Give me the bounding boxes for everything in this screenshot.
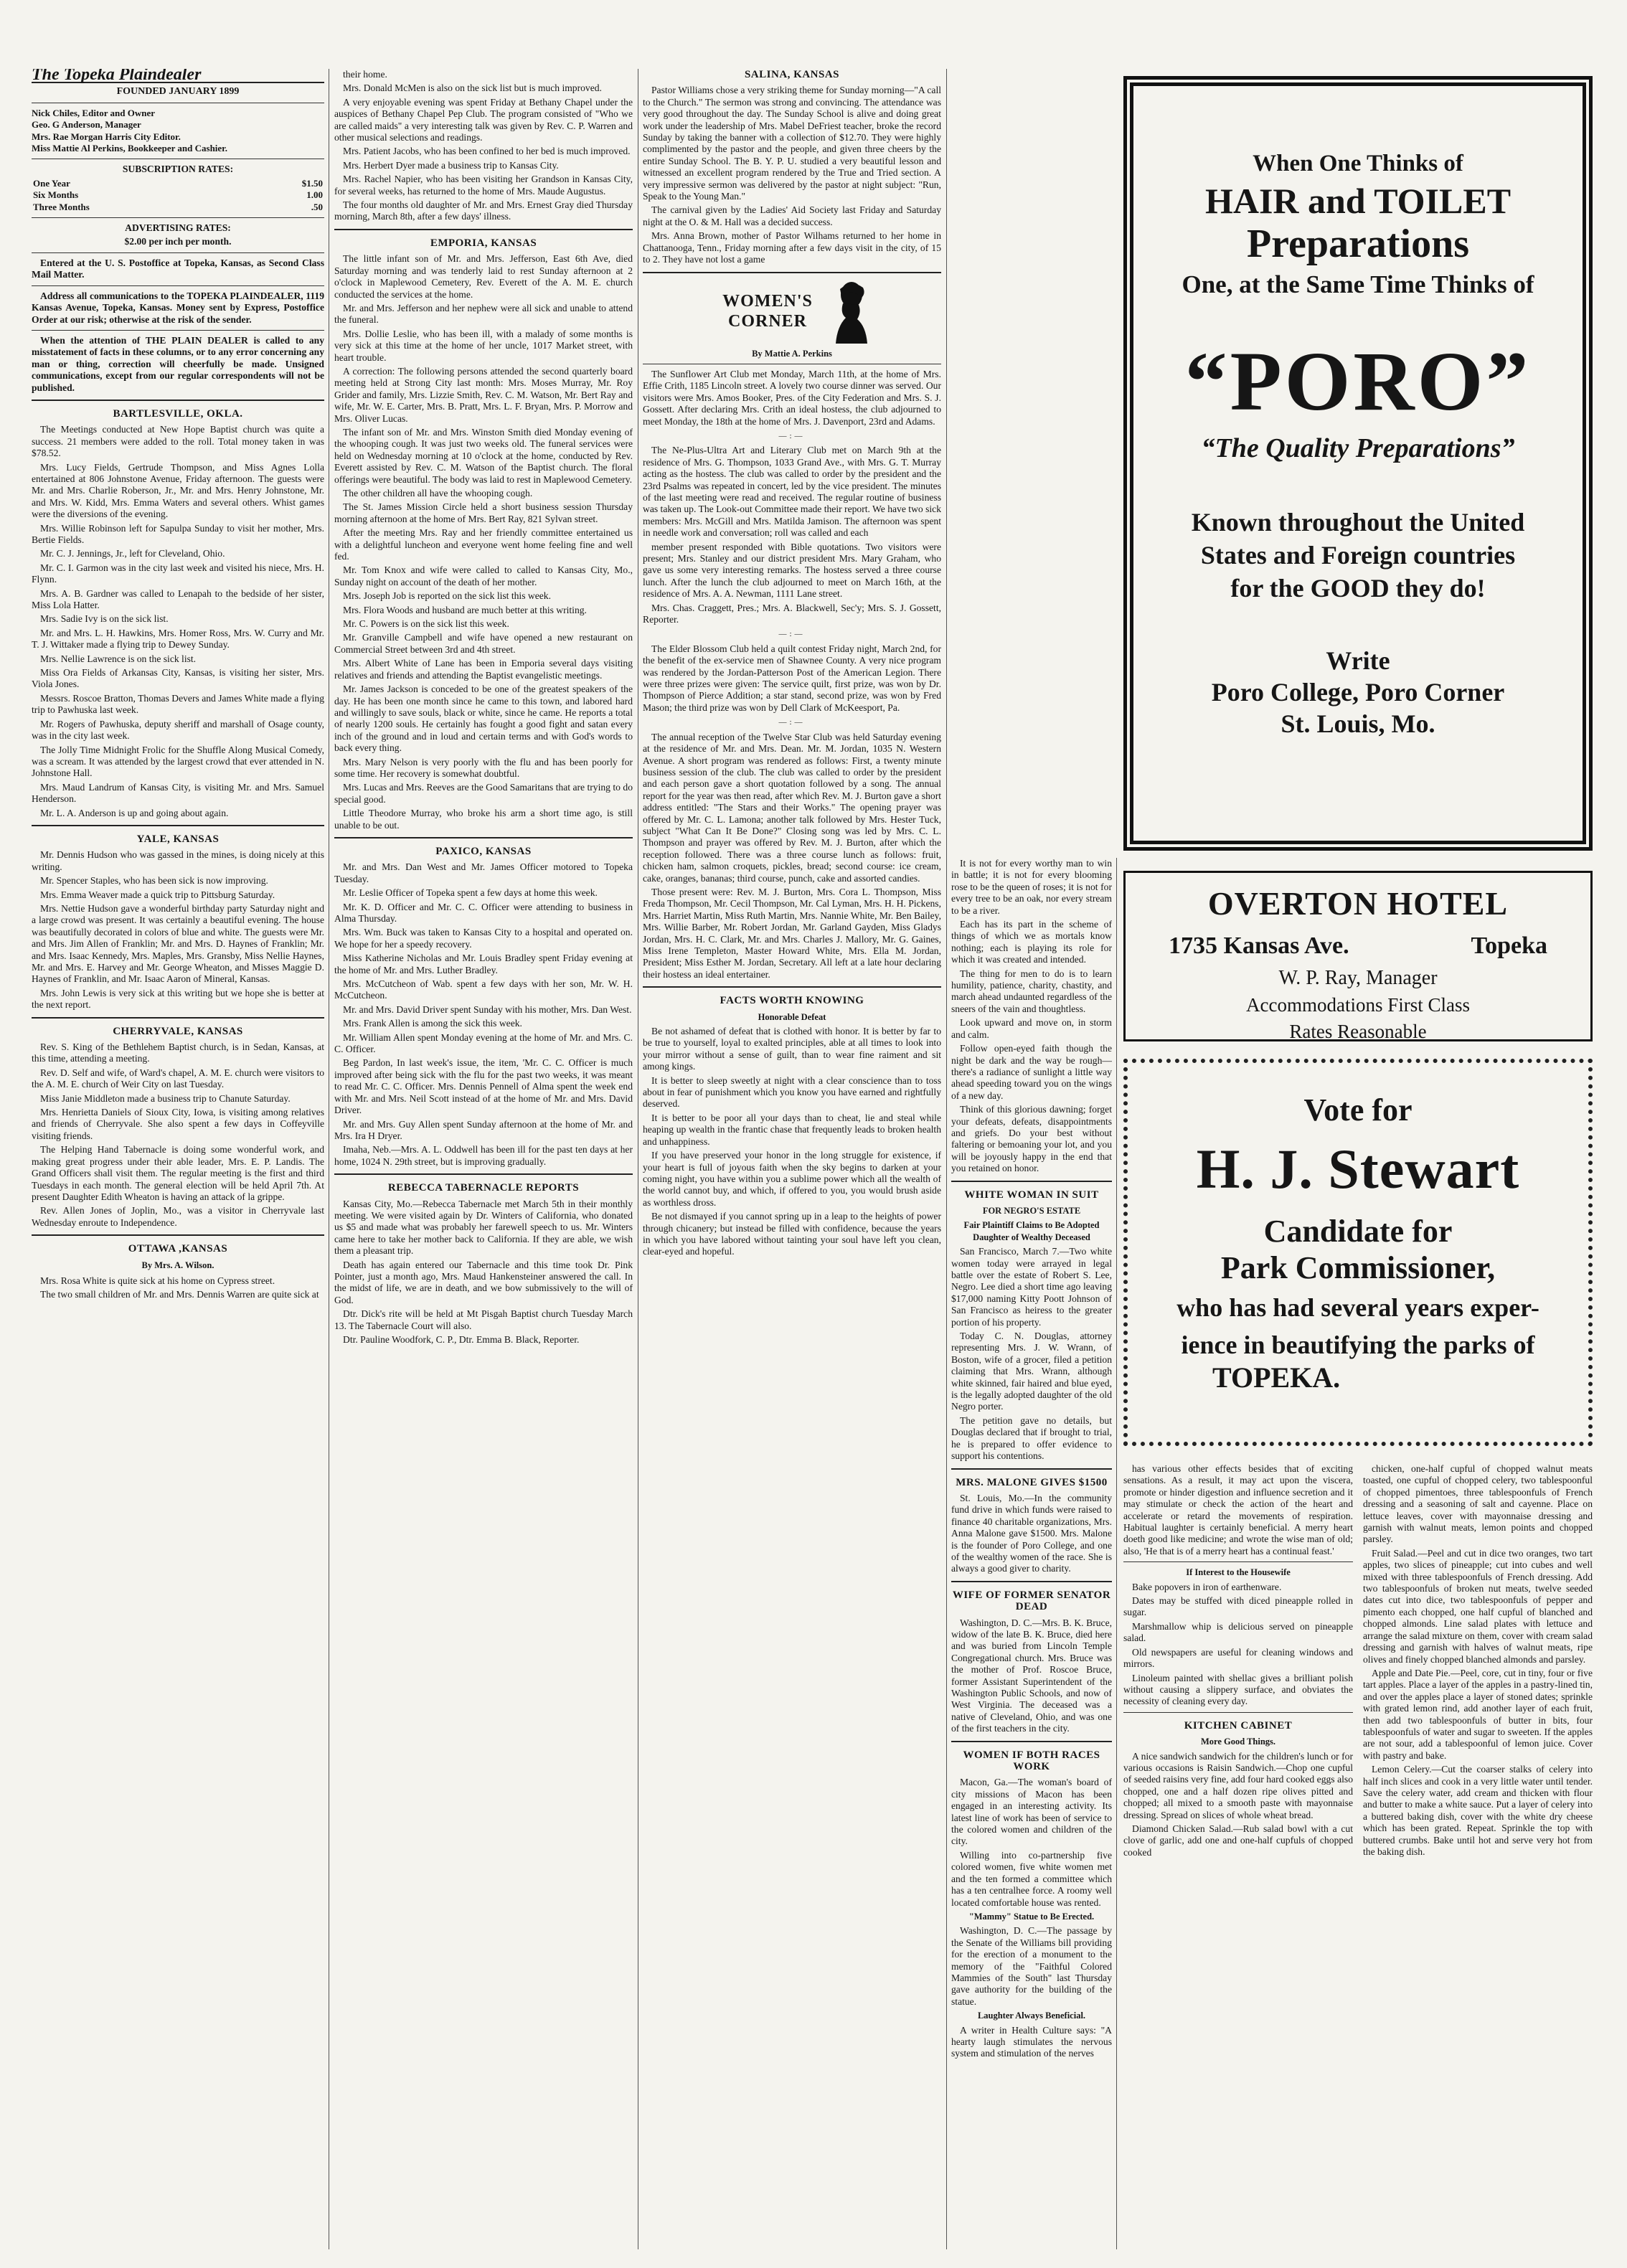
paragraph: Mrs. Sadie Ivy is on the sick list. bbox=[40, 613, 169, 625]
paragraph: Mr. C. Powers is on the sick list this week. bbox=[343, 618, 509, 630]
paragraph: Mrs. Henrietta Daniels of Sioux City, Iowa, is visiting among relatives and friends of Cherryvale. She also spent a few days in Coffeyville visiting friends. bbox=[32, 1107, 324, 1141]
subhead: If Interest to the Housewife bbox=[1186, 1567, 1291, 1578]
paragraph: Mrs. Nellie Lawrence is on the sick list. bbox=[40, 653, 197, 664]
founded-line: FOUNDED JANUARY 1899 bbox=[116, 86, 240, 98]
paragraph: Mrs. Maud Landrum of Kansas City, is visiting Mr. and Mrs. Samuel Henderson. bbox=[32, 781, 324, 805]
paragraph: A nice sandwich sandwich for the children's lunch or for various occasions is Raisin Sandwich.—Chop one cupful of seeded raisins very fine, add four hard cooked eggs also chopped, one and a half dozen ripe olives pitted and chopped; all mixed to a smooth paste with mayonnaise dressing. Spread on slices of whole wheat bread. bbox=[1123, 1750, 1353, 1820]
womens-corner-title: WOMEN'S CORNER bbox=[722, 291, 813, 331]
paragraph: Washington, D. C.—The passage by the Senate of the Williams bill providing for the erection of a monument to the memory of the "Faithful Colored Mammies of the South" last Thursday gave authority for the building of the statue. bbox=[951, 1925, 1112, 2007]
paragraph: Mrs. Joseph Job is reported on the sick list this week. bbox=[343, 590, 551, 602]
paragraph: Mrs. Emma Weaver made a quick trip to Pittsburg Saturday. bbox=[40, 889, 275, 900]
paragraph: Pastor Williams chose a very striking theme for Sunday morning—"A call to the Church." The sermon was strong and convincing. The attendance was very good throughout the day. The Sunday School is alive and doing great work under the leadership of Mrs. Mabel DeFriest teacher, broke the record Sunday by taking the banner with a collection of $12.70. They were highly complimented by the pastor and the people, and given three cheers by the entire Sunday School. The B. Y. P. U. studied a very beautiful lesson and witnessed an excellent program rendered by the True and Tried section. A very impressive sermon was delivered by the pastor at night subject: "Run, Speak to the Young Man." bbox=[643, 85, 941, 202]
paragraph: Messrs. Roscoe Bratton, Thomas Devers and James White made a flying trip to Pawhuska last week. bbox=[32, 692, 324, 716]
paragraph: Marshmallow whip is delicious served on pineapple salad. bbox=[1123, 1620, 1353, 1644]
paragraph: The other children all have the whooping cough. bbox=[343, 488, 533, 499]
paragraph: Apple and Date Pie.—Peel, core, cut in tiny, four or five tart apples. Place a layer of the apples in a pastry-lined tin, and over the apples place a layer of stoned dates; sprinkle with grated lemon rind, add another layer of each fruit, then add two tablespoonfuls of butter in bits, four tablespoonfuls of water and sugar to sweeten. If the apples are not sour, add a tablespoonful of lemon juice. Cover with pastry and bake. bbox=[1363, 1667, 1593, 1761]
sub-column-right bbox=[1363, 1463, 1593, 2249]
paragraph: Lemon Celery.—Cut the coarser stalks of celery into half inch slices and cook in a very little water until tender. Save the celery water, add cream and thicken with flour and butter to make a white sauce. Put a layer of celery into a buttered baking dish, cover with the white dry cheese which has been grated. Repeat. Sprinkle the top with buttered crumbs. Bake until hot and serve very hot from the baking dish. bbox=[1363, 1764, 1593, 1857]
paragraph: The four months old daughter of Mr. and Mrs. Ernest Gray died Thursday morning, March 8th, after a few days' illness. bbox=[334, 199, 633, 222]
paragraph: Mrs. Lucy Fields, Gertrude Thompson, and Miss Agnes Lolla entertained at 806 Johnstone Avenue, Friday afternoon. The guests were Mr. and Mrs. Charlie Roberson, Jr., Mr. and Mrs. Henry Johnstone, Mr. and Mrs. W. Kidd, Mrs. Emma Waters and several others. Whist games were the diversions of the evening. bbox=[32, 461, 324, 520]
paragraph: Mr. L. A. Anderson is up and going about again. bbox=[40, 807, 229, 818]
ad-line: TOPEKA. bbox=[1212, 1361, 1341, 1394]
paragraph: Macon, Ga.—The woman's board of city missions of Macon has been engaged in an interesting activity. Its latest line of work has been of service to the colored women and children of the city. bbox=[951, 1777, 1112, 1847]
paragraph: Mr. James Jackson is conceded to be one of the greatest speakers of the day. He has been one month since he came to this town, and labored hard and willingly to save souls, black or white, since he came. He reports a total of nearly 1200 souls. He certainly has fought a good fight and satan every inch of the ground and in loud and certain terms and with God's words to back every thing. bbox=[334, 684, 633, 754]
ad-line: ience in beautifying the parks of bbox=[1181, 1331, 1535, 1359]
paragraph: It is not for every worthy man to win in battle; it is not for every blooming rose to be the queen of roses; it is not for every tree to be an oak, nor every stream to be a river. bbox=[951, 858, 1112, 916]
paragraph: Mr. and Mrs. Guy Allen spent Sunday afternoon at the home of Mr. and Mrs. Ira H Dryer. bbox=[334, 1118, 633, 1141]
paragraph: Mr. Dennis Hudson who was gassed in the mines, is doing nicely at this writing. bbox=[32, 849, 324, 872]
paragraph: The infant son of Mr. and Mrs. Winston Smith died Monday evening of the whooping cough. It was just two weeks old. The funeral services were held on Wednesday morning at 10 o'clock at the home, conducted by Rev. Everett assisted by Rev. C. M. Watson of the Baptist church. The floral offerings were beautiful. The body was laid to rest in Maplewood Cemetery. bbox=[334, 426, 633, 485]
paragraph: Be not ashamed of defeat that is clothed with honor. It is better by far to be true to yourself, loyal to exalted principles, able at all times to look into your mirror without a sense of guilt, than to wear fine raiment and sit among kings. bbox=[643, 1026, 941, 1072]
paragraph: St. Louis, Mo.—In the community fund drive in which funds were raised to finance 40 charitable organizations, Mrs. Anna Malone gave $1500. Mrs. Malone is the founder of Poro College, and one of the wealthy women of the race. She is always a good giver to charity. bbox=[951, 1492, 1112, 1574]
paragraph: Mrs. Nettie Hudson gave a wonderful birthday party Saturday night and a large crowd was present. It was certainly a beautiful evening. The house was beautifully decorated in colors of blue and white. The guests were Mr. and Mrs. Jim Allen of Franklin; Mr. and Mrs. D. Haynes of Franklin; Mr. and Mrs. Isaac Kennedy, Mrs. Maples, Mrs. Gransby, Miss Nellie Haynes, Mr. and Mrs. E. Harvey and Mr. George Wheaton, and Misses Maggie D. Haynes of Franklin, and Mr. Isaac Aaron of Mineral, Kansas. bbox=[32, 902, 324, 985]
paragraph: A very enjoyable evening was spent Friday at Bethany Chapel under the auspices of Bethany Chapel Pep Club. The program consisted of "Who we are called maids" a very interesting talk was given by Rev. C. P. Warren and other musical selections and readings. bbox=[334, 96, 633, 143]
newspaper-page bbox=[32, 69, 1595, 2249]
paragraph: The petition gave no details, but Douglas declared that if brought to trial, he is prepared to offer evidence to support his contentions. bbox=[951, 1414, 1112, 1462]
subscription-rates: One Year $1.50 Six Months 1.00 Three Months .50 bbox=[33, 177, 323, 212]
paragraph: The little infant son of Mr. and Mrs. Jefferson, East 6th Ave, died Saturday morning and was tenderly laid to rest Sunday afternoon at 2 o'clock in Maplewood Cemetery, Rev. Everett of the A. M. E. church conducted the services at the home. bbox=[334, 253, 633, 300]
advertising-text: $2.00 per inch per month. bbox=[124, 236, 232, 247]
paragraph: chicken, one-half cupful of chopped walnut meats toasted, one cupful of chopped celery, two tablespoonful of chopped pimentoes, three tablespoonfuls of French dressing and a seasoning of salt and cayenne. Place on lettuce leaves, cover with mayonnaise dressing and garnish with walnut meats, lemon points and chopped parsley. bbox=[1363, 1463, 1593, 1545]
column-rule bbox=[946, 69, 947, 2249]
paragraph: Bake popovers in iron of earthenware. bbox=[1132, 1581, 1282, 1592]
paragraph: Mr. C. I. Garmon was in the city last week and visited his niece, Mrs. H. Flynn. bbox=[32, 562, 324, 585]
paragraph: It is better to sleep sweetly at night with a clear conscience than to toss about in fear of punishment which you know you have earned and rightfully deserved. bbox=[643, 1074, 941, 1110]
section-head: SALINA, KANSAS bbox=[744, 69, 840, 80]
paragraph: If you have preserved your honor in the long struggle for existence, if your heart is full of joyous faith when the sky begins to darken at your coming night, you have within you a sublime power which all the wealth of the world cannot buy, and which, if offered to you, you would brush aside as worthless dross. bbox=[643, 1150, 941, 1208]
ad-line: HAIR and TOILET bbox=[1204, 181, 1512, 221]
paragraph: Rev. D. Self and wife, of Ward's chapel, A. M. E. church were visitors to the A. M. E. church of Weir City on last Tuesday. bbox=[32, 1067, 324, 1090]
section-head: EMPORIA, KANSAS bbox=[430, 237, 537, 249]
paragraph: Mrs. Frank Allen is among the sick this week. bbox=[343, 1018, 522, 1029]
ad-line: Known throughout the United bbox=[1191, 508, 1525, 537]
section-head: KITCHEN CABINET bbox=[1184, 1719, 1293, 1731]
paragraph: Beg Pardon, In last week's issue, the item, 'Mr. C. C. Officer is much improved after being sick with the flu for the past two weeks, it was meant to read Mr. C. C. Officer. Mrs. Dennis Pennell of Alma spent the week end with Mr. and Mrs. Neil Scott instead of at the home of Mr. and Mrs. David Driver. bbox=[334, 1057, 633, 1116]
advertising-title: ADVERTISING RATES: bbox=[125, 222, 231, 234]
candidate-name: H. J. Stewart bbox=[1196, 1138, 1520, 1200]
ad-line: Vote for bbox=[1303, 1092, 1413, 1128]
hotel-address: 1735 Kansas Ave. bbox=[1169, 932, 1349, 959]
column-4-lower bbox=[951, 858, 1112, 2249]
paragraph: Mr. and Mrs. L. H. Hawkins, Mrs. Homer Ross, Mrs. W. Curry and Mr. T. J. Wittaker made a flying trip to Dewey Sunday. bbox=[32, 627, 324, 651]
paragraph: Little Theodore Murray, who broke his arm a short time ago, is still unable to be out. bbox=[334, 808, 633, 831]
ad-line: St. Louis, Mo. bbox=[1281, 709, 1435, 738]
hotel-city: Topeka bbox=[1471, 932, 1547, 959]
staff-line: Miss Mattie Al Perkins, Bookkeeper and Cashier. bbox=[32, 143, 228, 154]
paragraph: Miss Janie Middleton made a business trip to Chanute Saturday. bbox=[40, 1092, 291, 1104]
paragraph: It is better to be poor all your days than to cheat, lie and steal while heaping up wealth in the frantic chase that frequently leads to broken health and unhappiness. bbox=[643, 1112, 941, 1147]
paragraph: Miss Katherine Nicholas and Mr. Louis Bradley spent Friday evening at the home of Mr. and Mrs. Luther Bradley. bbox=[334, 953, 633, 975]
paragraph: Mrs. Anna Brown, mother of Pastor Wilhams returned to her home in Chattanooga, Tenn., Friday morning after a few days visit in the city, of 15 to 2. They have not lost a game bbox=[643, 230, 941, 265]
paragraph: Look upward and move on, in storm and calm. bbox=[951, 1017, 1112, 1040]
paragraph: Mrs. John Lewis is very sick at this writing but we hope she is better at the next report. bbox=[32, 987, 324, 1011]
paragraph: Mr. Tom Knox and wife were called to called to Kansas City, Mo., Sunday night on account of the death of her mother. bbox=[334, 564, 633, 587]
entered-notice: Entered at the U. S. Postoffice at Topeka, Kansas, as Second Class Mail Matter. bbox=[32, 257, 324, 280]
paragraph: Today C. N. Douglas, attorney representing Mrs. J. W. Wrann, of Boston, wife of a grocer, filed a petition claiming that Mrs. Wrann, although white skinned, fair haired and blue eyed, is the legally adopted daughter of the old Negro porter. bbox=[951, 1331, 1112, 1412]
paragraph: Mr. William Allen spent Monday evening at the home of Mr. and Mrs. C. C. Officer. bbox=[334, 1031, 633, 1055]
paragraph: A correction: The following persons attended the second quarterly board meeting held at Strong City last month: Mrs. Moses Murray, Mr. Roy Grider and family, Mrs. Lizzie Smith, Rev. C. M. Watson, Mr. Bert Ray and wife, Mr. W. E. Carter, Mrs. B. Pratt, Mrs. L. F. Bryan, Mrs. P. Morrow and Mrs. Oliver Lucas. bbox=[334, 365, 633, 424]
paragraph: A writer in Health Culture says: "A hearty laugh stimulates the nervous system and stimulation of the nerves bbox=[951, 2024, 1112, 2059]
ad-line: “The Quality Preparations” bbox=[1201, 433, 1515, 463]
section-head: WIFE OF FORMER SENATOR DEAD bbox=[952, 1589, 1111, 1613]
staff-line: Nick Chiles, Editor and Owner bbox=[32, 107, 156, 118]
paragraph: Dtr. Dick's rite will be held at Mt Pisgah Baptist church Tuesday March 13. The Tabernacle Court will also. bbox=[334, 1308, 633, 1331]
section-head: MRS. MALONE GIVES $1500 bbox=[956, 1476, 1108, 1488]
paragraph: Imaha, Neb.—Mrs. A. L. Oddwell has been ill for the past ten days at her home, 1024 N. 29th street, but is improving gradually. bbox=[334, 1144, 633, 1167]
paragraph: Old newspapers are useful for cleaning windows and mirrors. bbox=[1123, 1646, 1353, 1670]
ad-line: Preparations bbox=[1246, 222, 1470, 266]
paragraph: After the meeting Mrs. Ray and her friendly committee entertained us with a delightful luncheon and everyone went home feeling fine and well fed. bbox=[334, 527, 633, 562]
section-head: CHERRYVALE, KANSAS bbox=[113, 1025, 243, 1037]
ad-line: for the GOOD they do! bbox=[1230, 574, 1486, 603]
paragraph: Dtr. Pauline Woodfork, C. P., Dtr. Emma B. Black, Reporter. bbox=[343, 1334, 580, 1345]
column-rule bbox=[1116, 858, 1117, 2249]
overton-hotel-advertisement bbox=[1123, 871, 1593, 1041]
correction-notice: When the attention of THE PLAIN DEALER is called to any misstatement of facts in these columns, or to any error concerning any man or thing, correction will cheerfully be made. Unsigned communications, except from our regular correspondents will not be published. bbox=[32, 334, 324, 393]
poro-brand: “PORO” bbox=[1184, 334, 1532, 428]
woman-silhouette-icon bbox=[830, 279, 870, 344]
subhead: FOR NEGRO'S ESTATE bbox=[982, 1205, 1081, 1216]
hotel-name: OVERTON HOTEL bbox=[1207, 885, 1509, 922]
ad-line: Park Commissioner, bbox=[1220, 1250, 1496, 1285]
paragraph: The carnival given by the Ladies' Aid Society last Friday and Saturday night at the O. & M. Hall was a decided success. bbox=[643, 204, 941, 227]
paragraph: Dates may be stuffed with diced pineapple rolled in sugar. bbox=[1123, 1595, 1353, 1618]
paragraph: Mr. Spencer Staples, who has been sick is now improving. bbox=[40, 875, 268, 887]
staff-line: Mrs. Rae Morgan Harris City Editor. bbox=[32, 131, 181, 142]
paragraph: Think of this glorious dawning; forget your defeats, defeats, disappointments and griefs. Do your best without faltering or bemoaning your lot, and you will be joyously happy in the end that you retained on honor. bbox=[951, 1104, 1112, 1174]
subhead: Honorable Defeat bbox=[758, 1011, 826, 1022]
subhead: Laughter Always Beneficial. bbox=[977, 2011, 1086, 2021]
paragraph: The St. James Mission Circle held a short business session Thursday morning afternoon at the home of Mrs. Bert Ray, 821 Sylvan street. bbox=[334, 501, 633, 524]
paragraph: Mr. K. D. Officer and Mr. C. C. Officer were attending to business in Alma Thursday. bbox=[334, 901, 633, 924]
paragraph: Mrs. Wm. Buck was taken to Kansas City to a hospital and operated on. We hope for her a speedy recovery. bbox=[334, 927, 633, 950]
womens-corner-header bbox=[643, 279, 941, 344]
address-notice: Address all communications to the TOPEKA PLAINDEALER, 1119 Kansas Avenue, Topeka, Kansas. Money sent by Express, Postoffice Order at our risk; otherwise at the risk of the sender. bbox=[32, 290, 324, 325]
column-5-lower bbox=[1123, 1463, 1593, 2249]
paragraph: Mrs. Rosa White is quite sick at his home on Cypress street. bbox=[40, 1275, 275, 1286]
paragraph: The thing for men to do is to learn humility, patience, charity, chastity, and march ahead undaunted regardless of the sneers of the vain and thoughtless. bbox=[951, 968, 1112, 1014]
hotel-accommodations: Accommodations First Class bbox=[1246, 994, 1470, 1016]
paragraph: Linoleum painted with shellac gives a brilliant polish without causing a slippery surface, and obviates the necessity of cleaning every day. bbox=[1123, 1672, 1353, 1707]
section-head: WOMEN IF BOTH RACES WORK bbox=[963, 1749, 1100, 1773]
subhead: Fair Plaintiff Claims to Be Adopted Daughter of Wealthy Deceased bbox=[963, 1220, 1100, 1242]
section-head: FACTS WORTH KNOWING bbox=[720, 995, 864, 1007]
paragraph: The Sunflower Art Club met Monday, March 11th, at the home of Mrs. Effie Crith, 1185 Lincoln street. A lovely two course dinner was served. Our visitors were Mrs. Amos Booker, Pres. of the City Federation and Mrs. S. J. Gossett. After declaring Mrs. Crith an ideal hostess, the club adjourned to meet Monday, the 18th at the home of Mrs. J. Davenport, 23rd and Adams. bbox=[643, 368, 941, 427]
ad-line: When One Thinks of bbox=[1253, 151, 1463, 176]
paragraph: Mr. Leslie Officer of Topeka spent a few days at home this week. bbox=[343, 887, 598, 899]
byline: By Mrs. A. Wilson. bbox=[141, 1260, 214, 1270]
ad-line: who has had several years exper- bbox=[1176, 1293, 1539, 1322]
hotel-manager: W. P. Ray, Manager bbox=[1278, 967, 1438, 989]
paragraph: Mrs. McCutcheon of Wab. spent a few days with her son, Mr. W. H. McCutcheon. bbox=[334, 978, 633, 1001]
paragraph: has various other effects besides that of exciting sensations. As a result, it may act upon the viscera, promote or hinder digestion and influence secretion and it may stimulate or check the action of the heart and accelerate or retard the movements of respiration. Habitual laughter is certainly beneficial. A merry heart doeth good like medicine; and wrote the wise man of old; also, 'He that is of a merry heart has a continual feast.' bbox=[1123, 1463, 1353, 1556]
paragraph: Kansas City, Mo.—Rebecca Tabernacle met March 5th in their monthly meeting. We were visited again by Dr. Winters of California, who donated us $5 and made what was probably her farewell speech to us. Mr. Winters came here to take her mother back to California. If they are able, we wish them a pleasant trip. bbox=[334, 1198, 633, 1257]
paragraph: The Meetings conducted at New Hope Baptist church was quite a success. 21 members were added to the roll. Total money taken in was $78.52. bbox=[32, 424, 324, 459]
section-head: REBECCA TABERNACLE REPORTS bbox=[387, 1182, 580, 1194]
paragraph: Those present were: Rev. M. J. Burton, Mrs. Cora L. Thompson, Miss Freda Thompson, Mr. Cecil Thompson, Mr. Cal Lyman, Mrs. H. H. Pickens, Mrs. Harriet Martin, Miss Ruth Martin, Mrs. Nannie White, Mr. Ben Bailey, Mrs. Willie Barber, Mr. Robert Jordan, Mr. Garland Gayden, Miss Gladys Jordan, Mrs. H. C. Clark, Mr. and Mrs. Charles J. Mallory, Mr. G. Gaines, Miss Irene Templeton, Master Howard White, Mrs. Ella M. Jordan, President; Miss Esther M. Jordan, Secretary. All left at a late hour declaring their hostess an ideal entertainer. bbox=[643, 886, 941, 980]
paragraph: Mrs. Dollie Leslie, who has been ill, with a malady of some months is very sick at this time at the home of her uncle, 1017 Market street, with heart trouble. bbox=[334, 328, 633, 363]
paragraph: Mrs. Willie Robinson left for Sapulpa Sunday to visit her mother, Mrs. Bertie Fields. bbox=[32, 522, 324, 545]
paragraph: Rev. S. King of the Bethlehem Baptist church, is in Sedan, Kansas, at this time, attending a meeting. bbox=[32, 1041, 324, 1064]
column-3: SALINA, KANSAS Pastor Williams chose a very striking theme for Sunday morning—"A call to the Church." The sermon was strong and convincing. The attendance was very good throughout the day. The Sunday School is alive and doing great work under the leadership of Mrs. Mabel DeFriest teacher, broke the record Sunday by taking the banner with a collection of $12.70. They were highly complimented by the pastor and the people, and given three cheers by the entire Sunday School. The B. Y. P. U. studied a very beautiful lesson and witnessed an excellent program rendered by the True and Tried section. A very impressive sermon was delivered by the pastor at night subject: "Run, Speak to the Young Man." The carnival given by the Ladies' Aid Society last Friday and Saturday night at the O. & M. Hall was a decided success. Mrs. Anna Brown, mother of Pastor Wilhams returned to her home in Chattanooga, Tenn., Friday morning after a few days visit in the city, of 15 to 2. They have not lost a game WOMEN'S CORNER By Mattie A. Perkins The Sunflower Art Club met Monday, March 11th, at the home of Mrs. Effie Crith, 1185 Lincoln street. A lovely two course dinner was served. Our visitors were Mrs. Amos Booker, Pres. of the City Federation and Mrs. S. J. Gossett. After declaring Mrs. Crith an ideal hostess, the club adjourned to meet Monday, the 18th at the home of Mrs. J. Davenport, 23rd and Adams. —:— The Ne-Plus-Ultra Art and Literary Club met on March 9th at the residence of Mrs. G. Thompson, 1033 Grand Ave., with Mrs. G. T. Murray acting as the hostess. The club was called to order by the president and the 23rd Psalms was repeated in concert, led by the vice president. The minutes of the last meeting were read and received. The regular routine of business was taken up. The Look-out Committee made their report. We have two sick members: Mrs. McGill and Mrs. Matilda Jamison. The afternoon was spent in needle work and conversation; roll was called and each member present responded with Bible quotations. Two visitors were present; Mrs. Stanley and our district president Mrs. Mary Graham, who gave us some very interesting remarks. The hostess served a three course lunch. After the lunch the club adjourned to meet on March 16th, at the residence of Mrs. A. A. Newman, 1111 Lane street. Mrs. Chas. Craggett, Pres.; Mrs. A. Blackwell, Sec'y; Mrs. S. J. Gossett, Reporter. —:— The Elder Blossom Club held a quilt contest Friday night, March 2nd, for the benefit of the ex-service men of Shawnee County. A very nice program was rendered by the Jordan-Patterson Post of the American Legion. There were three prizes were given: The service quilt, first prize, was won by Dr. Thompson of Pierce Addition; a star stand, second prize, was won by Fred Mason; the third prize was won by Dell Clark of McKeesport, Pa. —:— The annual reception of the Twelve Star Club was held Saturday evening at the residence of Mr. and Mrs. Dean. Mr. M. Jordan, 1035 N. Western Avenue. A short program was rendered as follows: First, a twenty minute business session of the club. The club was called to order by the president and each person gave a short quotation followed by a song. The annual report for the year was then read, after which Rev. M. J. Burton gave a short address entitled: "The Stars and their Works." The opening prayer was offered by Mr. C. L. Lamona; another talk followed by Mrs. Hester Tuck, subject "What Can It Be Done?" Closing song was led by Mrs. C. L. Thompson and prayer was offered by Rev. M. J. Burton, after which the reception followed. There was a three course lunch as follows: fruit, chicken ham, salmon croquets, pickles, bread; second course: ice cream, cake, oranges, bananas; third course, punch, cake and assorted candies. Those present were: Rev. M. J. Burton, Mrs. Cora L. Thompson, Miss Freda Thompson, Mr. Cecil Thompson, Mr. Cal Lyman, Mrs. H. H. Pickens, Mrs. Harriet Martin, Miss Ruth Martin, Mrs. Nannie White, Mr. Ben Bailey, Mrs. Willie Barber, Mr. Robert Jordan, Mr. Garland Gayden, Miss Gladys Jordan, Mrs. H. C. Clark, Mr. and Mrs. Charles J. Mallory, Mr. G. Gaines, Miss Irene Templeton, Master Howard White, Mrs. Ella M. Jordan, President; Miss Esther M. Jordan, Secretary. All left at a late hour declaring their hostess an ideal entertainer. FACTS WORTH KNOWING Honorable Defeat Be not ashamed of defeat that is clothed with honor. It is better by far to be true to yourself, loyal to exalted principles, able at all times to look into your mirror without a sense of guilt, than to wear fine raiment and sit among kings. It is better to sleep sweetly at night with a clear conscience than to toss about in fear of punishment which you know you have earned and rightfully deserved. It is better to be poor all your days than to cheat, lie and steal while heaping up wealth in the frantic chase that frequently leads to broken health and unhappiness. If you have preserved your honor in the long struggle for existence, if your heart is full of joyous faith when the sky begins to darken at your coming night, you have within you a sublime power which all the wealth of the world cannot buy, and which, if offered to you, you would brush aside as worthless dross. Be not dismayed if you cannot spring up in a leap to the heights of power through chicanery; but instead be filled with confidence, because the years in which you have labored without tainting your soul have left you clean, clear-eyed and hopeful. bbox=[643, 69, 941, 1257]
paragraph: Mr. C. J. Jennings, Jr., left for Cleveland, Ohio. bbox=[40, 548, 225, 559]
paragraph: Mrs. Mary Nelson is very poorly with the flu and has been poorly for some time. Her recovery is somewhat doubtful. bbox=[334, 756, 633, 779]
paragraph: Mrs. Chas. Craggett, Pres.; Mrs. A. Blackwell, Sec'y; Mrs. S. J. Gossett, Reporter. bbox=[643, 602, 941, 625]
paragraph: Miss Ora Fields of Arkansas City, Kansas, is visiting her sister, Mrs. Viola Jones. bbox=[32, 667, 324, 690]
paragraph: The two small children of Mr. and Mrs. Dennis Warren are quite sick at bbox=[40, 1289, 319, 1300]
hotel-rates: Rates Reasonable bbox=[1289, 1021, 1427, 1042]
paragraph: Mr. Granville Campbell and wife have opened a new restaurant on Commercial Street between 3rd and 4th street. bbox=[334, 632, 633, 655]
paragraph: Mr. Rogers of Pawhuska, deputy sheriff and marshall of Osage county, was in the city last week. bbox=[32, 718, 324, 742]
ad-line: States and Foreign countries bbox=[1200, 541, 1516, 570]
paragraph: Mr. and Mrs. Jefferson and her nephew were all sick and unable to attend the funeral. bbox=[334, 302, 633, 326]
paragraph: Follow open-eyed faith though the night be dark and the way be rough—there's a radiance of sunlight a little way ahead speeding toward you on the wings of a new day. bbox=[951, 1043, 1112, 1101]
ad-line: Write bbox=[1326, 646, 1390, 675]
ad-line: Candidate for bbox=[1263, 1214, 1453, 1249]
paragraph: Mr. and Mrs. David Driver spent Sunday with his mother, Mrs. Dan West. bbox=[343, 1003, 632, 1015]
paragraph: Mrs. Rachel Napier, who has been visiting her Grandson in Kansas City, for several weeks, has returned to the home of Mrs. Maude Augustus. bbox=[334, 174, 633, 197]
paragraph: Mrs. Herbert Dyer made a business trip to Kansas City. bbox=[343, 159, 559, 171]
paragraph: Mrs. Flora Woods and husband are much better at this writing. bbox=[343, 604, 587, 615]
sub-column-left bbox=[1123, 1463, 1353, 2249]
paragraph: Mrs. Lucas and Mrs. Reeves are the Good Samaritans that are trying to do special good. bbox=[334, 782, 633, 805]
paragraph: their home. bbox=[343, 69, 387, 80]
paragraph: Death has again entered our Tabernacle and this time took Dr. Pink Pointer, just a month ago, Mrs. Maud Hankensteiner answered the call. In the midst of life, we are in death, and we bow submissively to the will of God. bbox=[334, 1259, 633, 1305]
paragraph: Mrs. Patient Jacobs, who has been confined to her bed is much improved. bbox=[343, 146, 631, 157]
masthead-title: The Topeka Plaindealer bbox=[32, 69, 324, 83]
ad-line: One, at the Same Time Thinks of bbox=[1182, 270, 1534, 298]
staff-line: Geo. G Anderson, Manager bbox=[32, 119, 141, 131]
section-head: BARTLESVILLE, OKLA. bbox=[113, 407, 243, 420]
poro-advertisement bbox=[1123, 76, 1593, 851]
section-head: WHITE WOMAN IN SUIT bbox=[964, 1189, 1099, 1201]
paragraph: The annual reception of the Twelve Star Club was held Saturday evening at the residence of Mr. and Mrs. Dean. Mr. M. Jordan, 1035 N. Western Avenue. A short program was rendered as follows: First, a twenty minute business session of the club. The club was called to order by the president and each person gave a short quotation followed by a song. The annual report for the year was then read, after which Rev. M. J. Burton gave a short address entitled: "The Stars and their Works." The opening prayer was offered by Mr. C. L. Lamona; another talk followed by Mrs. Hester Tuck, subject "What Can It Be Done?" Closing song was led by Mrs. C. L. Thompson and prayer was offered by Rev. M. J. Burton, after which the reception followed. There was a three course lunch as follows: fruit, chicken ham, salmon croquets, pickles, bread; second course: ice cream, cake, oranges, bananas; third course, punch, cake and assorted candies. bbox=[643, 731, 941, 884]
paragraph: Mrs. Albert White of Lane has been in Emporia several days visiting relatives and friends and attending the Baptist evangelistic meetings. bbox=[334, 658, 633, 681]
paragraph: The Helping Hand Tabernacle is doing some wonderful work, and making great progress under their able leader, Mrs. E. P. Landis. The Grand Officers shall visit them. The regular meeting is the first and third Tuesdays in each month. The general election will be held April 7th. At present Daughter Edith Wheaton is having an attack of la grippe. bbox=[32, 1144, 324, 1202]
paragraph: The Jolly Time Midnight Frolic for the Shuffle Along Musical Comedy, was a scream. It was attended by the largest crowd that ever attended in N. Johnstone Hall. bbox=[32, 744, 324, 779]
subhead: "Mammy" Statue to Be Erected. bbox=[968, 1911, 1095, 1922]
paragraph: Mrs. Donald McMen is also on the sick list but is much improved. bbox=[343, 82, 602, 94]
paragraph: San Francisco, March 7.—Two white women today were arrayed in legal battle over the estate of Robert S. Lee, Negro. Lee died a short time ago leaving $17,000 naming Kitty Poott Johnson of San Francisco as heiress to the greater portion of his property. bbox=[951, 1246, 1112, 1328]
paragraph: member present responded with Bible quotations. Two visitors were present; Mrs. Stanley and our district president Mrs. Mary Graham, who gave us some very interesting remarks. The hostess served a three course lunch. After the lunch the club adjourned to meet on March 16th, at the residence of Mrs. A. A. Newman, 1111 Lane street. bbox=[643, 541, 941, 600]
paragraph: Mrs. A. B. Gardner was called to Lenapah to the bedside of her sister, Miss Lola Hatter. bbox=[32, 587, 324, 611]
stewart-campaign-advertisement bbox=[1123, 1059, 1593, 1446]
paragraph: Be not dismayed if you cannot spring up in a leap to the heights of power through chicanery; but instead be filled with confidence, because the years in which you have labored without tainting your soul have left you clean, clear-eyed and hopeful. bbox=[643, 1211, 941, 1257]
column-1 bbox=[32, 69, 324, 2249]
paragraph: Each has its part in the scheme of things of which we as mortals know nothing; each is playing its role for which it was created and intended. bbox=[951, 919, 1112, 965]
paragraph: Mr. and Mrs. Dan West and Mr. James Officer motored to Topeka Tuesday. bbox=[334, 861, 633, 884]
paragraph: Rev. Allen Jones of Joplin, Mo., was a visitor in Cherryvale last Wednesday enroute to Independence. bbox=[32, 1205, 324, 1228]
section-head: PAXICO, KANSAS bbox=[435, 845, 532, 857]
section-head: YALE, KANSAS bbox=[136, 833, 220, 845]
ad-line: Poro College, Poro Corner bbox=[1211, 678, 1505, 707]
paragraph: The Elder Blossom Club held a quilt contest Friday night, March 2nd, for the benefit of the ex-service men of Shawnee County. A very nice program was rendered by the Jordan-Patterson Post of the American Legion. There were three prizes were given: The service quilt, first prize, was won by Dr. Thompson of Pierce Addition; a star stand, second prize, was won by Fred Mason; the third prize was won by Dell Clark of McKeesport, Pa. bbox=[643, 643, 941, 713]
byline: By Mattie A. Perkins bbox=[752, 348, 832, 359]
paragraph: Diamond Chicken Salad.—Rub salad bowl with a cut clove of garlic, add one and one-half cupfuls of chopped cooked bbox=[1123, 1823, 1353, 1858]
subhead: More Good Things. bbox=[1200, 1737, 1276, 1747]
section-head: OTTAWA ,KANSAS bbox=[128, 1243, 228, 1255]
subscription-title: SUBSCRIPTION RATES: bbox=[122, 164, 234, 175]
paragraph: Willing into co-partnership five colored women, five white women met and the ten formed a committee which has a ten centralhee force. A roomy well located comfortable house was rented. bbox=[951, 1849, 1112, 1908]
paragraph: Washington, D. C.—Mrs. B. K. Bruce, widow of the late B. K. Bruce, died here and was buried from Lincoln Temple Congregational church. Mrs. Bruce was the mother of Prof. Roscoe Bruce, former Assistant Superintendent of the Washington Public Schools, and now of West Virginia. The deceased was a native of Cleveland, Ohio, and was one of the first teachers in the city. bbox=[951, 1617, 1112, 1734]
paragraph: Fruit Salad.—Peel and cut in dice two oranges, two tart apples, two slices of pineapple; cut into cubes and well mixed with three tablespoonfuls of French dressing. Add two tablespoonfuls of broken nut meats, twelve seeded dates cut into dice, two tablespoonfuls of pepper and pimento each chopped, one half cupful of blanched and chopped almonds. Line salad plates with lettuce and arrange the salad mixture on them, cover with cream salad dressing and garnish with halves of walnut meats, ripe olives and finely chopped blanched almonds and parsley. bbox=[1363, 1547, 1593, 1665]
paragraph: The Ne-Plus-Ultra Art and Literary Club met on March 9th at the residence of Mrs. G. Thompson, 1033 Grand Ave., with Mrs. G. T. Murray acting as the hostess. The club was called to order by the president and the 23rd Psalms was repeated in concert, led by the vice president. The minutes of the last meeting were read and received. The regular routine of business was taken up. The Look-out Committee made their report. We have two sick members: Mrs. McGill and Mrs. Matilda Jamison. The afternoon was spent in needle work and conversation; roll was called and each bbox=[643, 445, 941, 539]
column-2 bbox=[334, 69, 633, 2249]
